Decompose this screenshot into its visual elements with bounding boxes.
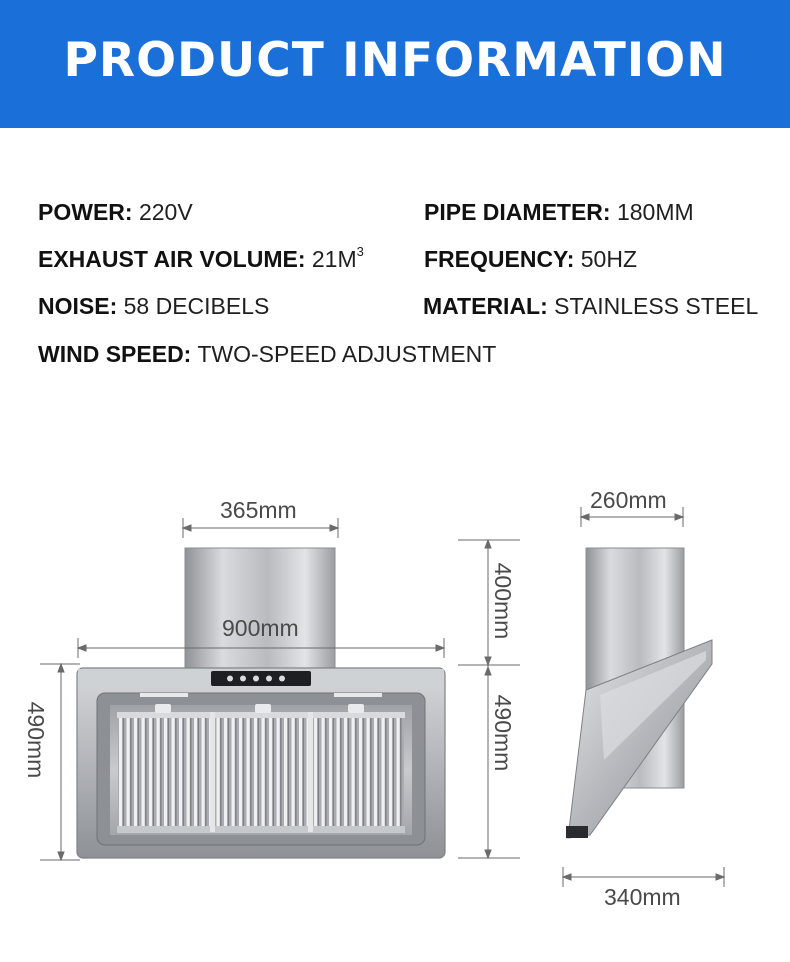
spec-value: 50HZ — [580, 246, 637, 272]
control-button-icon — [279, 676, 285, 682]
dimension-chimney-height: 400mm — [490, 562, 516, 640]
filter-clip — [155, 704, 171, 713]
arrow-icon — [436, 645, 444, 651]
arrow-icon — [581, 514, 589, 520]
dimension-hood-height-front: 490mm — [23, 701, 49, 779]
light-strip — [334, 693, 382, 697]
dimension-hood-height-side: 490mm — [490, 694, 516, 772]
filter-clip — [255, 704, 271, 713]
filter-divider — [308, 712, 313, 832]
hood-side-tip — [566, 826, 588, 838]
dimension-side-hood-depth: 340mm — [604, 884, 681, 910]
arrow-icon — [563, 874, 571, 880]
spec-value: TWO-SPEED ADJUSTMENT — [197, 341, 497, 367]
arrow-icon — [716, 874, 724, 880]
dimension-side-chimney-depth: 260mm — [590, 487, 667, 513]
spec-label: EXHAUST AIR VOLUME: — [38, 246, 306, 272]
arrow-icon — [485, 850, 491, 858]
arrow-icon — [330, 525, 338, 531]
spec-label: NOISE: — [38, 293, 118, 319]
spec-value: 220V — [138, 199, 193, 225]
arrow-icon — [675, 514, 683, 520]
front-view — [77, 548, 445, 858]
dimension-hood-width: 900mm — [222, 615, 299, 641]
arrow-icon — [485, 667, 491, 675]
arrow-icon — [78, 645, 86, 651]
baffle-filter — [118, 712, 404, 832]
spec-value: 21M — [311, 246, 357, 272]
spec-value: STAINLESS STEEL — [554, 293, 759, 319]
control-button-icon — [253, 676, 259, 682]
light-strip — [140, 693, 188, 697]
control-panel — [211, 671, 311, 686]
control-button-icon — [227, 676, 233, 682]
arrow-icon — [58, 664, 64, 672]
arrow-icon — [485, 540, 491, 548]
spec-label: MATERIAL: — [423, 293, 548, 319]
filter-bottom-rail — [117, 826, 405, 833]
dimension-chimney-width: 365mm — [220, 497, 297, 523]
control-button-icon — [240, 676, 246, 682]
chimney-front — [185, 548, 335, 670]
arrow-icon — [58, 852, 64, 860]
spec-label: WIND SPEED: — [38, 341, 192, 367]
spec-value: 180MM — [616, 199, 694, 225]
spec-value-superscript: 3 — [356, 244, 364, 260]
side-view — [566, 548, 712, 838]
control-button-icon — [266, 676, 272, 682]
filter-clip — [348, 704, 364, 713]
spec-label: POWER: — [38, 199, 133, 225]
spec-label: PIPE DIAMETER: — [424, 199, 611, 225]
arrow-icon — [183, 525, 191, 531]
page-title: PRODUCT INFORMATION — [63, 33, 727, 88]
spec-label: FREQUENCY: — [424, 246, 575, 272]
filter-divider — [210, 712, 215, 832]
arrow-icon — [485, 657, 491, 665]
spec-value: 58 DECIBELS — [123, 293, 270, 319]
